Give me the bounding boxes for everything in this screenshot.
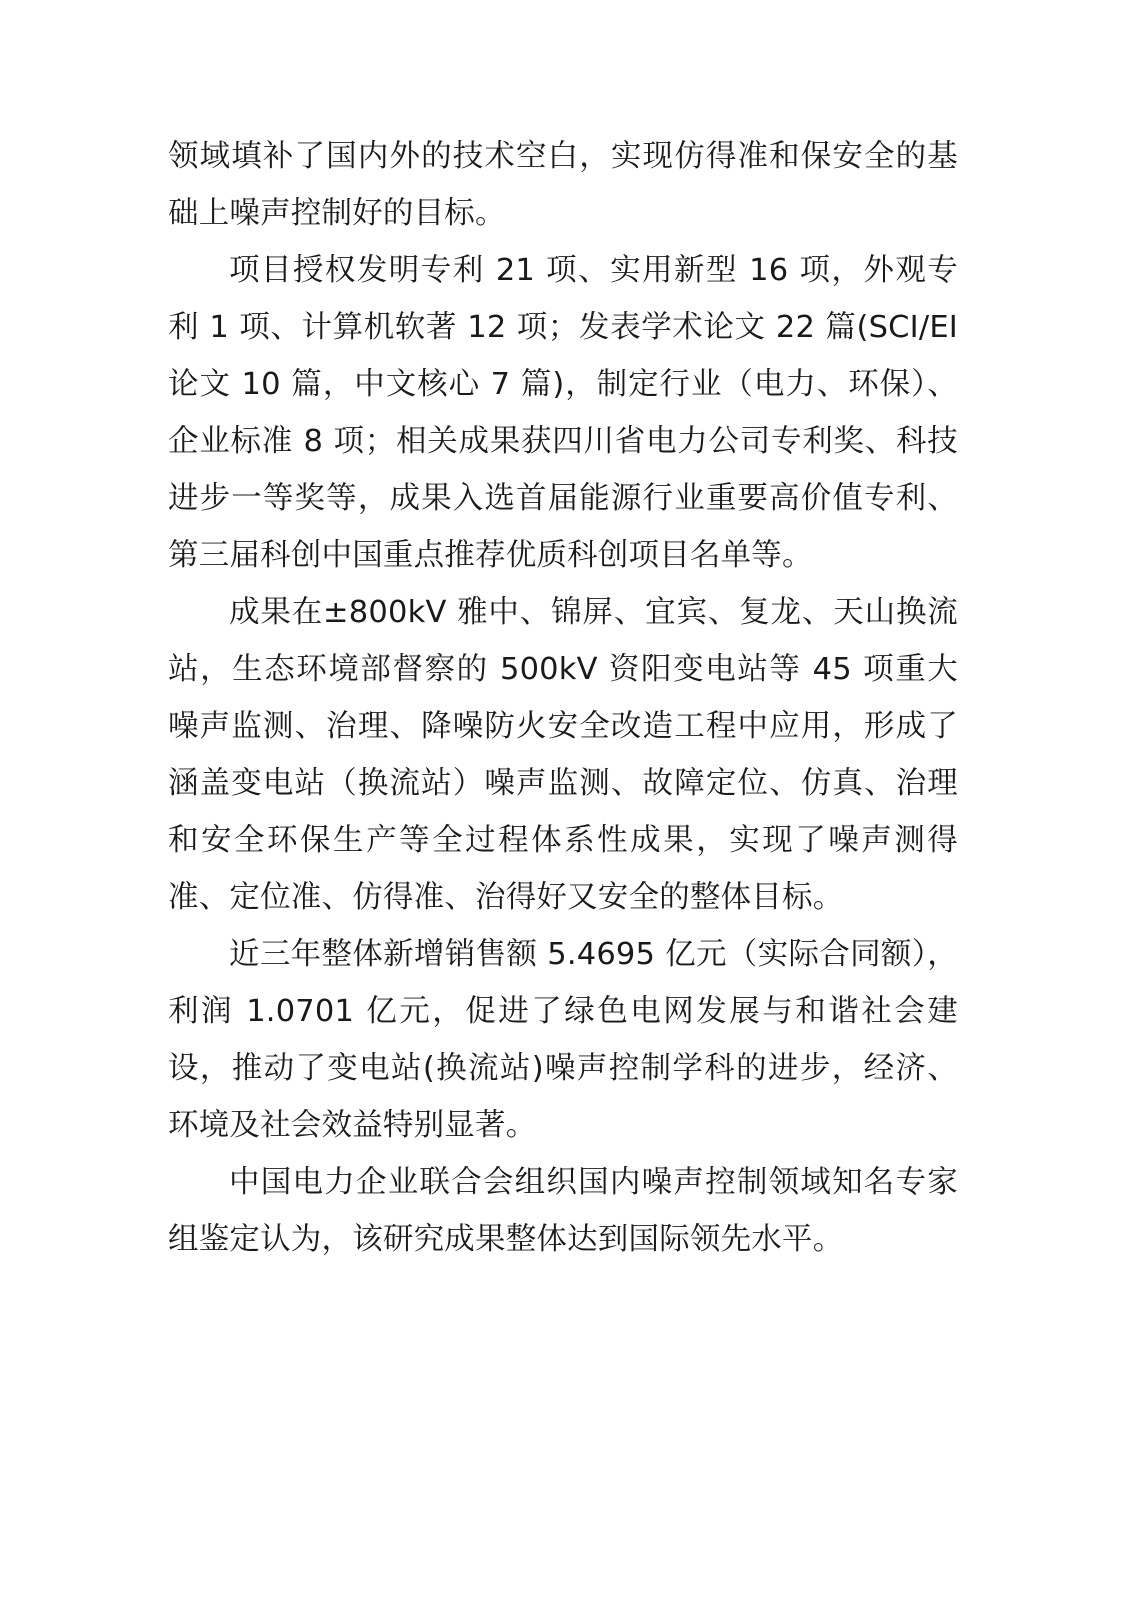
paragraph-3: 成果在±800kV 雅中、锦屏、宜宾、复龙、天山换流站，生态环境部督察的 500kV 资阳变电站等 45 项重大噪声监测、治理、降噪防火安全改造工程中应用，形成了涵盖变电站（换流站）噪声监测、故障定位、仿真、治理和安全环保生产等全过程体系性成果，实现了噪声测得准、定位准、仿得准、治得好又安全的整体目标。 (168, 595, 958, 915)
paragraph-2: 项目授权发明专利 21 项、实用新型 16 项，外观专利 1 项、计算机软著 12 项；发表学术论文 22 篇(SCI/EI 论文 10 篇，中文核心 7 篇)，制定行业（电力、环保）、企业标准 8 项；相关成果获四川省电力公司专利奖、科技进步一等奖等，成果入选首届能源行业重要高价值专利、第三届科创中国重点推荐优质科创项目名单等。 (168, 253, 958, 573)
paragraph-1: 领域填补了国内外的技术空白，实现仿得准和保安全的基础上噪声控制好的目标。 (168, 139, 958, 231)
document-text-body (168, 128, 958, 1268)
paragraph-5: 中国电力企业联合会组织国内噪声控制领域知名专家组鉴定认为，该研究成果整体达到国际领先水平。 (168, 1165, 958, 1257)
paragraph-4: 近三年整体新增销售额 5.4695 亿元（实际合同额），利润 1.0701 亿元，促进了绿色电网发展与和谐社会建设，推动了变电站(换流站)噪声控制学科的进步，经济、环境及社会效益特别显著。 (168, 937, 958, 1143)
